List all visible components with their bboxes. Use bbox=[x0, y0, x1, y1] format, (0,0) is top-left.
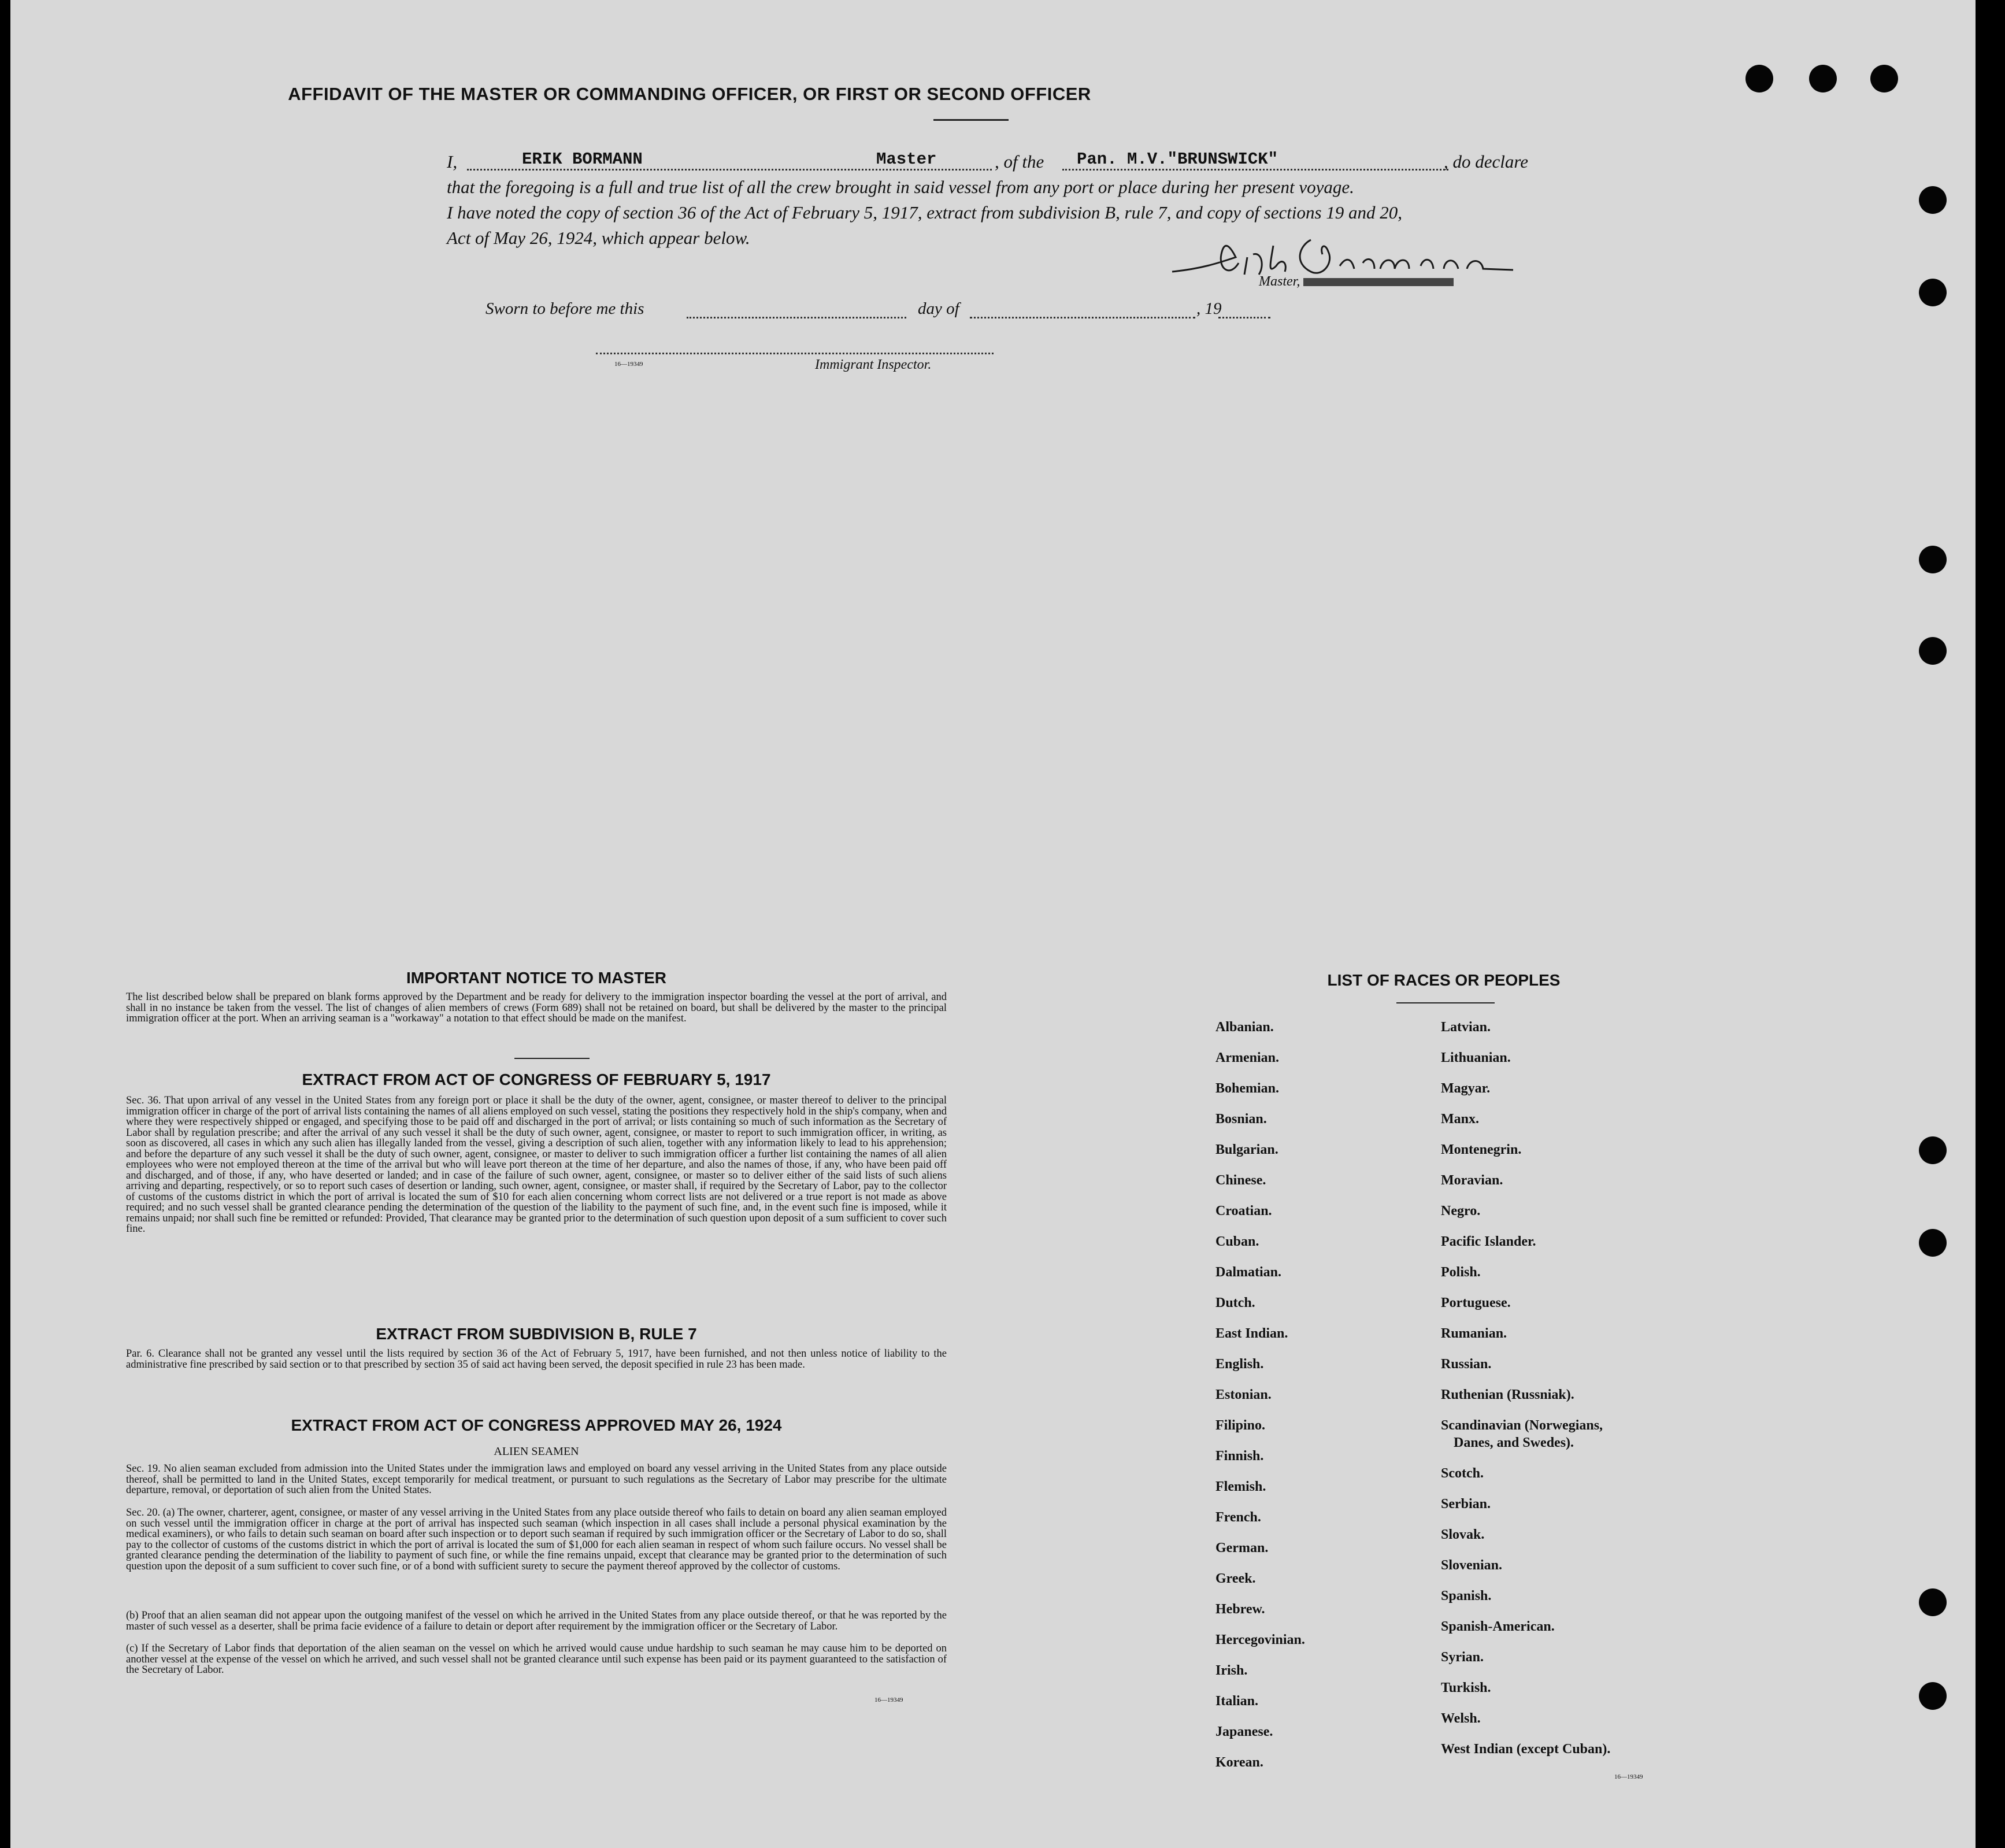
punch-hole bbox=[1870, 65, 1898, 92]
punch-hole bbox=[1745, 65, 1773, 92]
race-item: Armenian. bbox=[1215, 1050, 1279, 1065]
races-column-1 bbox=[1215, 1020, 1305, 1786]
year-prefix-text: , 19 bbox=[1196, 299, 1222, 318]
race-item: Hebrew. bbox=[1215, 1602, 1265, 1617]
punch-hole bbox=[1919, 186, 1947, 214]
extract-1924-title: EXTRACT FROM ACT OF CONGRESS APPROVED MAY 26, 1924 bbox=[291, 1416, 782, 1434]
punch-hole bbox=[1919, 637, 1947, 665]
title-divider bbox=[933, 119, 1009, 121]
race-item: Scotch. bbox=[1441, 1466, 1484, 1481]
race-item: Danes, and Swedes). bbox=[1454, 1435, 1574, 1450]
do-declare-text: , do declare bbox=[1444, 151, 1529, 172]
race-item: East Indian. bbox=[1215, 1326, 1288, 1341]
alien-seamen-subtitle: ALIEN SEAMEN bbox=[494, 1445, 579, 1458]
race-item: Albanian. bbox=[1215, 1020, 1274, 1035]
race-item: Lithuanian. bbox=[1441, 1050, 1511, 1065]
officer-name-field: ERIK BORMANN bbox=[522, 150, 643, 169]
struck-out-text bbox=[1303, 278, 1454, 286]
punch-hole bbox=[1919, 1136, 1947, 1164]
race-item: Syrian. bbox=[1441, 1650, 1484, 1665]
race-item: Portuguese. bbox=[1441, 1295, 1511, 1310]
declaration-line-3: I have noted the copy of section 36 of the Act of February 5, 1917, extract from subdivision B, rule 7, and copy of sections 19 and 20, bbox=[447, 202, 1403, 223]
race-item: French. bbox=[1215, 1510, 1261, 1525]
inspector-signature-line bbox=[596, 353, 994, 354]
races-title: LIST OF RACES OR PEOPLES bbox=[1327, 971, 1561, 989]
of-the-text: , of the bbox=[995, 151, 1044, 172]
race-item: Welsh. bbox=[1441, 1711, 1481, 1726]
sec-20b-text: (b) Proof that an alien seaman did not appear upon the outgoing manifest of the vessel on which he arrived in the United States from any place outside thereof, or that he was reported by the master of such vessel as a deserter, shall be prima facie evidence of a failure to detain or deport after requirement by the immigration officer or the Secretary of Labor. bbox=[126, 1610, 947, 1632]
race-item: West Indian (except Cuban). bbox=[1441, 1742, 1611, 1757]
form-number: 16—19349 bbox=[1614, 1773, 1643, 1780]
race-item: Hercegovinian. bbox=[1215, 1632, 1305, 1647]
punch-hole bbox=[1919, 279, 1947, 306]
sworn-day-blank bbox=[687, 317, 906, 319]
race-item: Dalmatian. bbox=[1215, 1265, 1281, 1280]
extract-1917-title: EXTRACT FROM ACT OF CONGRESS OF FEBRUARY 5, 1917 bbox=[302, 1071, 771, 1088]
declaration-line-1 bbox=[447, 149, 1545, 175]
race-item: Greek. bbox=[1215, 1571, 1256, 1586]
race-item: Russian. bbox=[1441, 1357, 1492, 1372]
race-item: Dutch. bbox=[1215, 1295, 1255, 1310]
form-number: 16—19349 bbox=[614, 361, 643, 368]
race-item: Italian. bbox=[1215, 1694, 1259, 1709]
name-underline bbox=[467, 169, 992, 171]
race-item: Ruthenian (Russniak). bbox=[1441, 1387, 1574, 1402]
punch-hole bbox=[1919, 546, 1947, 573]
master-title: Master, bbox=[1259, 274, 1300, 289]
race-item: Filipino. bbox=[1215, 1418, 1266, 1433]
sec-20c-text: (c) If the Secretary of Labor finds that deportation of the alien seaman on the vessel on which he arrived would cause undue hardship to such seaman he may cause him to be deported on another vessel at the expense of the vessel on which he arrived, and such vessel shall not be granted clearance until such expense has been paid or its payment guaranteed to the satisfaction of the Secretary of Labor. bbox=[126, 1643, 947, 1676]
sec-20a-text: Sec. 20. (a) The owner, charterer, agent, consignee, or master of any vessel arriving in the United States from any place outside thereof who fails to detain on board any alien seaman employed on such vessel until the immigration officer in charge at the port of arrival has inspected such seaman (which inspection in all cases shall include a personal physical examination by the medical examiners), or who fails to detain such seaman on board after such inspection or to deport such seaman if required by such immigration officer or the Secretary of Labor to do so, shall pay to the collector of customs of the customs district in which the port of arrival is located the sum of $1,000 for each alien seaman in respect of whom such failure occurs. No vessel shall be granted clearance pending the determination of the liability to payment of such fine, or while the fine remains unpaid, except that clearance may be granted prior to the determination of such question upon the deposit of a sum sufficient to cover such fine, or of a bond with sufficient surety to secure the payment thereof approved by the collector of customs. bbox=[126, 1507, 947, 1572]
officer-rank-field: Master bbox=[876, 150, 937, 169]
punch-hole bbox=[1919, 1229, 1947, 1257]
race-item: Spanish-American. bbox=[1441, 1619, 1555, 1634]
race-item: German. bbox=[1215, 1540, 1269, 1556]
signature-caption bbox=[1259, 274, 1454, 290]
race-item: Rumanian. bbox=[1441, 1326, 1507, 1341]
race-item: Scandinavian (Norwegians, bbox=[1441, 1418, 1603, 1433]
race-item: Slovenian. bbox=[1441, 1558, 1503, 1573]
races-divider bbox=[1396, 1002, 1495, 1003]
race-item: Serbian. bbox=[1441, 1497, 1491, 1512]
race-item: Croatian. bbox=[1215, 1203, 1272, 1219]
race-item: Bosnian. bbox=[1215, 1112, 1267, 1127]
document-sheet bbox=[10, 0, 1976, 1848]
race-item: Korean. bbox=[1215, 1755, 1263, 1770]
punch-hole bbox=[1919, 1588, 1947, 1616]
sworn-line bbox=[486, 299, 1295, 319]
race-item: Pacific Islander. bbox=[1441, 1234, 1536, 1249]
race-item: Bulgarian. bbox=[1215, 1142, 1278, 1157]
sworn-month-blank bbox=[970, 317, 1195, 319]
sec-19-text: Sec. 19. No alien seaman excluded from admission into the United States under the immigration laws and employed on board any vessel arriving in the United States from any place outside thereof, shall be permitted to land in the United States, except temporarily for medical treatment, or pursuant to such regulations as the Secretary of Labor may prescribe for the ultimate departure, removal, or deportation of such alien from the United States. bbox=[126, 1463, 947, 1496]
punch-hole bbox=[1919, 1682, 1947, 1710]
race-item: Moravian. bbox=[1441, 1173, 1503, 1188]
affidavit-title: AFFIDAVIT OF THE MASTER OR COMMANDING OFFICER, OR FIRST OR SECOND OFFICER bbox=[288, 84, 1091, 104]
extract-1917-body: Sec. 36. That upon arrival of any vessel in the United States from any foreign port or place it shall be the duty of the owner, agent, consignee, or master thereof to deliver to the principal immigration officer in charge of the port of arrival lists containing the names of all aliens employed on such vessel, stating the positions they respectively hold in the ship's company, when and where they were respectively shipped or engaged, and specifying those to be paid off and discharged in the port of arrival; or lists containing so much of such information as the Secretary of Labor shall by regulation prescribe; and after the arrival of any such vessel it shall be the duty of such owner, agent, consignee, or master to report to such immigration officer, in writing, as soon as discovered, all cases in which any such alien has illegally landed from the vessel, giving a description of such alien, together with any information likely to lead to his apprehension; and before the departure of any such vessel it shall be the duty of such owner, agent, consignee, or master to deliver to such immigration officer a further list containing the names of all alien employees who were not employed thereon at the time of the arrival but who will leave port thereon at the time of her departure, and also the names of those, if any, who have been paid off and discharged, and of those, if any, who have deserted or landed; and in case of the failure of such owner, agent, consignee, or master so to deliver either of the said lists of such aliens arriving and departing, respectively, or so to report such cases of desertion or landing, such owner, agent, consignee, or master shall, if required by the Secretary of Labor, pay to the collector of customs of the customs district in which the port of arrival is located the sum of $10 for each alien concerning whom correct lists are not delivered or a true report is not made as above required; and no such vessel shall be granted clearance pending the determination of the question of the liability to the payment of such fine, and, in the event such fine is imposed, while it remains unpaid; nor shall such fine be remitted or refunded: Provided, That clearance may be granted prior to the determination of such question upon deposit of a sum sufficient to cover such fine. bbox=[126, 1095, 947, 1235]
notice-title: IMPORTANT NOTICE TO MASTER bbox=[406, 969, 667, 987]
race-item: Latvian. bbox=[1441, 1020, 1491, 1035]
race-item: Chinese. bbox=[1215, 1173, 1266, 1188]
divider bbox=[514, 1058, 590, 1059]
vessel-underline bbox=[1062, 169, 1448, 171]
race-item: Bohemian. bbox=[1215, 1081, 1280, 1096]
race-item: Negro. bbox=[1441, 1203, 1481, 1219]
race-item: Finnish. bbox=[1215, 1449, 1264, 1464]
race-item: Cuban. bbox=[1215, 1234, 1259, 1249]
sworn-text: Sworn to before me this bbox=[486, 299, 644, 318]
vessel-name-field: Pan. M.V."BRUNSWICK" bbox=[1077, 150, 1278, 169]
notice-body: The list described below shall be prepared on blank forms approved by the Department and be ready for delivery to the immigration inspector boarding the vessel at the port of arrival, and shall in no instance be taken from the vessel. The list of changes of alien members of crews (Form 689) shall not be retained on board, but shall be delivered by the master to the principal immigration officer at the port. When an arriving seaman is a "workaway" a notation to that effect should be made on the manifest. bbox=[126, 991, 947, 1024]
punch-hole bbox=[1809, 65, 1837, 92]
subdivision-b-body: Par. 6. Clearance shall not be granted any vessel until the lists required by section 36 of the Act of February 5, 1917, have been furnished, and not then unless notice of liability to the administrative fine prescribed by said section or to that prescribed by section 35 of said act having been served, the deposit specified in rule 23 has been made. bbox=[126, 1348, 947, 1371]
race-item: Irish. bbox=[1215, 1663, 1248, 1678]
inspector-caption: Immigrant Inspector. bbox=[815, 357, 932, 372]
race-item: Montenegrin. bbox=[1441, 1142, 1522, 1157]
race-item: Manx. bbox=[1441, 1112, 1479, 1127]
race-item: Magyar. bbox=[1441, 1081, 1491, 1096]
race-item: Japanese. bbox=[1215, 1724, 1273, 1739]
race-item: Turkish. bbox=[1441, 1680, 1491, 1695]
day-of-text: day of bbox=[918, 299, 959, 318]
prefix-i: I, bbox=[447, 151, 458, 172]
race-item: Flemish. bbox=[1215, 1479, 1266, 1494]
race-item: English. bbox=[1215, 1357, 1264, 1372]
declaration-line-4: Act of May 26, 1924, which appear below. bbox=[447, 228, 750, 248]
declaration-line-2: that the foregoing is a full and true list of all the crew brought in said vessel from any port or place during her present voyage. bbox=[447, 177, 1354, 197]
race-item: Estonian. bbox=[1215, 1387, 1272, 1402]
subdivision-b-title: EXTRACT FROM SUBDIVISION B, RULE 7 bbox=[376, 1325, 697, 1343]
sworn-year-blank bbox=[1218, 317, 1270, 319]
race-item: Polish. bbox=[1441, 1265, 1481, 1280]
race-item: Slovak. bbox=[1441, 1527, 1485, 1542]
race-item: Spanish. bbox=[1441, 1588, 1492, 1603]
form-number: 16—19349 bbox=[874, 1697, 903, 1703]
races-column-2 bbox=[1441, 1020, 1610, 1772]
